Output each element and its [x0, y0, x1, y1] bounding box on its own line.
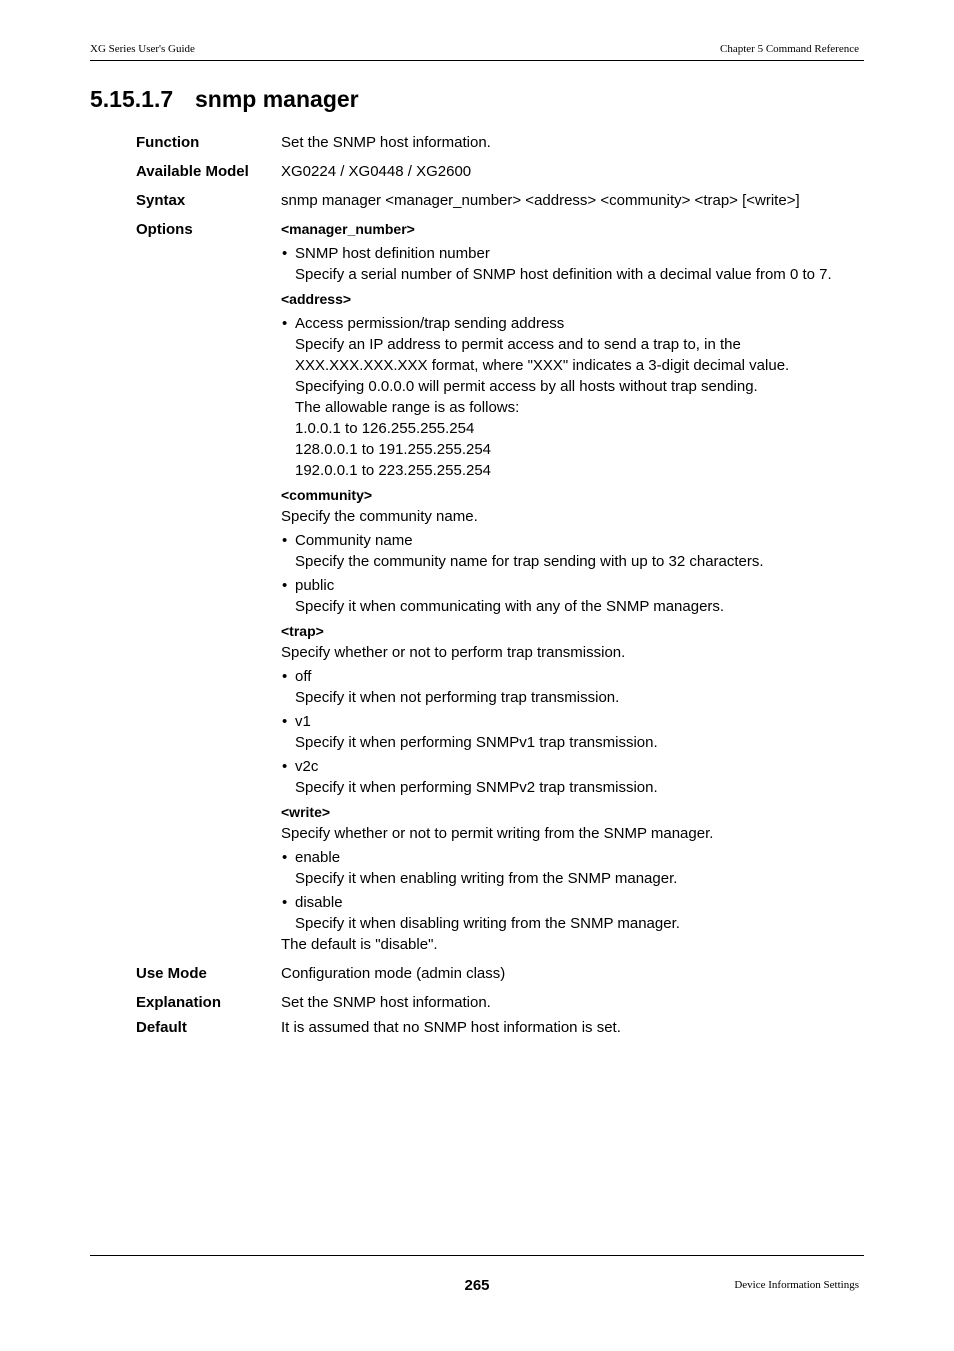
syntax-value: snmp manager <manager_number> <address> <community> <trap> [<write>] [281, 192, 800, 209]
function-label: Function [136, 134, 200, 151]
explanation-label: Explanation [136, 994, 222, 1011]
use-mode-label: Use Mode [136, 965, 207, 982]
option-address-line: Specify an IP address to permit access and to send a trap to, in the [295, 336, 741, 353]
option-address-heading: <address> [281, 291, 352, 307]
options-body [281, 219, 871, 955]
options-label: Options [136, 221, 193, 238]
option-trap-item-name: • v2c [281, 756, 871, 777]
option-trap-item-desc: Specify it when performing SNMPv1 trap transmission. [295, 734, 658, 751]
footer-rule [90, 1255, 864, 1256]
option-address-range: 1.0.0.1 to 126.255.255.254 [295, 420, 475, 437]
option-community-intro: Specify the community name. [281, 508, 478, 525]
option-manager-number-desc: Specify a serial number of SNMP host definition with a decimal value from 0 to 7. [295, 266, 832, 283]
explanation-value: Set the SNMP host information. [281, 994, 491, 1011]
option-address-bullet: • Access permission/trap sending address [281, 313, 871, 334]
header-rule [90, 60, 864, 61]
function-value: Set the SNMP host information. [281, 134, 491, 151]
option-trap-item-name: • v1 [281, 711, 871, 732]
option-write-default-note: The default is "disable". [281, 936, 438, 953]
option-trap-item-desc: Specify it when performing SNMPv2 trap transmission. [295, 779, 658, 796]
option-community-item-desc: Specify the community name for trap sending with up to 32 characters. [295, 553, 764, 570]
option-write-item-desc: Specify it when disabling writing from the SNMP manager. [295, 915, 680, 932]
option-community-item-desc: Specify it when communicating with any of the SNMP managers. [295, 598, 725, 615]
header-chapter-title: Chapter 5 Command Reference [720, 43, 859, 55]
section-heading: snmp manager [195, 86, 359, 112]
default-value: It is assumed that no SNMP host information is set. [281, 1019, 621, 1036]
option-address-line: Specifying 0.0.0.0 will permit access by all hosts without trap sending. [295, 378, 758, 395]
option-write-item-name: • enable [281, 847, 871, 868]
option-community-item-name: • Community name [281, 530, 871, 551]
footer-section-title: Device Information Settings [734, 1279, 859, 1291]
option-community-item-name: • public [281, 575, 871, 596]
default-label: Default [136, 1019, 187, 1036]
available-model-value: XG0224 / XG0448 / XG2600 [281, 163, 472, 180]
page-number: 265 [464, 1277, 490, 1294]
option-trap-intro: Specify whether or not to perform trap transmission. [281, 644, 626, 661]
use-mode-value: Configuration mode (admin class) [281, 965, 506, 982]
option-address-line: The allowable range is as follows: [295, 399, 520, 416]
option-write-intro: Specify whether or not to permit writing from the SNMP manager. [281, 825, 714, 842]
header-guide-title: XG Series User's Guide [90, 43, 195, 55]
section-number: 5.15.1.7 [90, 86, 174, 112]
option-address-line: XXX.XXX.XXX.XXX format, where "XXX" indicates a 3-digit decimal value. [295, 357, 790, 374]
option-community-heading: <community> [281, 487, 373, 503]
option-address-range: 128.0.0.1 to 191.255.255.254 [295, 441, 492, 458]
available-model-label: Available Model [136, 163, 249, 180]
option-manager-number-heading: <manager_number> [281, 221, 415, 237]
option-address-range: 192.0.0.1 to 223.255.255.254 [295, 462, 492, 479]
option-write-item-name: • disable [281, 892, 871, 913]
syntax-label: Syntax [136, 192, 186, 209]
option-trap-item-desc: Specify it when not performing trap transmission. [295, 689, 620, 706]
option-manager-number-bullet: • SNMP host definition number [281, 243, 871, 264]
option-write-heading: <write> [281, 804, 331, 820]
option-trap-heading: <trap> [281, 623, 324, 639]
section-title [90, 86, 359, 113]
option-write-item-desc: Specify it when enabling writing from the SNMP manager. [295, 870, 678, 887]
option-trap-item-name: • off [281, 666, 871, 687]
